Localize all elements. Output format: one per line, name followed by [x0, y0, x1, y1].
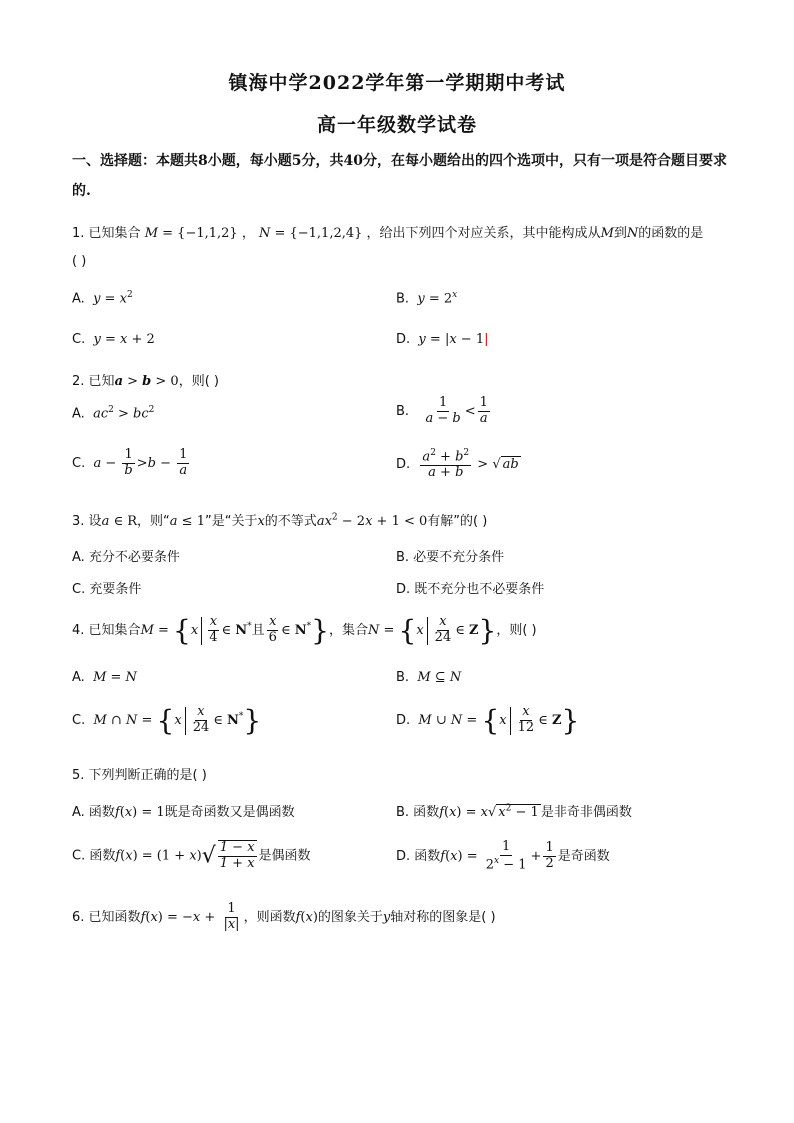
q3-option-d[interactable]: D. 既不充分也不必要条件 — [396, 582, 545, 597]
q1-option-c[interactable]: C. y = x + 2 — [72, 332, 155, 347]
q5-option-d[interactable]: D. 函数f(x) = $\frac{1}{2^x - 1}$ + $\frac{1}{2}$ 是奇函数 — [396, 839, 610, 873]
question-4: 4. 已知集合M = {x $\frac{x}{4}$ ∈ N*且 $\frac{x}{6}$ ∈ N*}，集合N = {x $\frac{x}{24}$ ∈ Z}，则( ) — [72, 614, 537, 647]
q4-option-a[interactable]: A. M = N — [72, 670, 137, 685]
q5-option-c[interactable]: C. 函数f(x) = (1 + x)√ $\frac{1 - x}{1 + x}$ 是偶函数 — [72, 840, 311, 871]
question-1-paren: ( ) — [72, 254, 87, 269]
q4-option-b[interactable]: B. M ⊆ N — [396, 670, 462, 685]
q1-option-a[interactable]: A. $y = x^2$ — [72, 290, 133, 307]
question-1: 1. 已知集合 M = {−1,1,2} ， N = {−1,1,2,4} ，给出下列四个对应关系，其中能构成从M到N的函数的是 — [72, 226, 704, 241]
question-5: 5. 下列判断正确的是( ) — [72, 768, 207, 783]
q3-option-b[interactable]: B. 必要不充分条件 — [396, 550, 505, 565]
q1-option-b[interactable]: B. $y = 2^x$ — [396, 290, 458, 307]
q5-option-a[interactable]: A. 函数f(x) = 1既是奇函数又是偶函数 — [72, 805, 295, 820]
q3-option-c[interactable]: C. 充要条件 — [72, 582, 142, 597]
question-3: 3. 设a ∈ R，则“a ≤ 1”是“关于x的不等式$ax^2 - 2x + 1 < 0$有解”的( ) — [72, 512, 488, 529]
q5-option-b[interactable]: B. 函数f(x) = x√ $x^2 - 1$ 是非奇非偶函数 — [396, 803, 632, 820]
q4-option-c[interactable]: C. M ∩ N = {x $\frac{x}{24}$ ∈ N*} — [72, 704, 262, 737]
q2-option-b[interactable]: B. $\frac{1}{a - b}$ < $\frac{1}{a}$ — [396, 395, 488, 426]
q4-option-d[interactable]: D. M ∪ N = {x $\frac{x}{12}$ ∈ Z} — [396, 704, 580, 737]
q3-option-a[interactable]: A. 充分不必要条件 — [72, 550, 180, 565]
q2-option-c[interactable]: C. a − $\frac{1}{b}$ >b − $\frac{1}{a}$ — [72, 447, 188, 478]
exam-subtitle: 高一年级数学试卷 — [316, 114, 477, 136]
question-2: 2. 已知a > b > 0，则( ) — [72, 374, 219, 389]
exam-title: 镇海中学2022学年第一学期期中考试 — [228, 72, 566, 94]
q2-option-d[interactable]: D. $\frac{a^2 + b^2}{a + b}$ > √ ab — [396, 448, 519, 481]
section-heading: 一、选择题：本题共8小题，每小题5分，共40分，在每小题给出的四个选项中，只有一项是符合题目要求的. — [72, 153, 727, 199]
q2-option-a[interactable]: A. $ac^2 > bc^2$ — [72, 405, 155, 422]
question-6: 6. 已知函数f(x) = −x + $\frac{1}{|x|}$ ，则函数f(x)的图象关于y轴对称的图象是( ) — [72, 901, 496, 932]
q1-option-d[interactable]: D. y = |x − 1| — [396, 332, 489, 347]
